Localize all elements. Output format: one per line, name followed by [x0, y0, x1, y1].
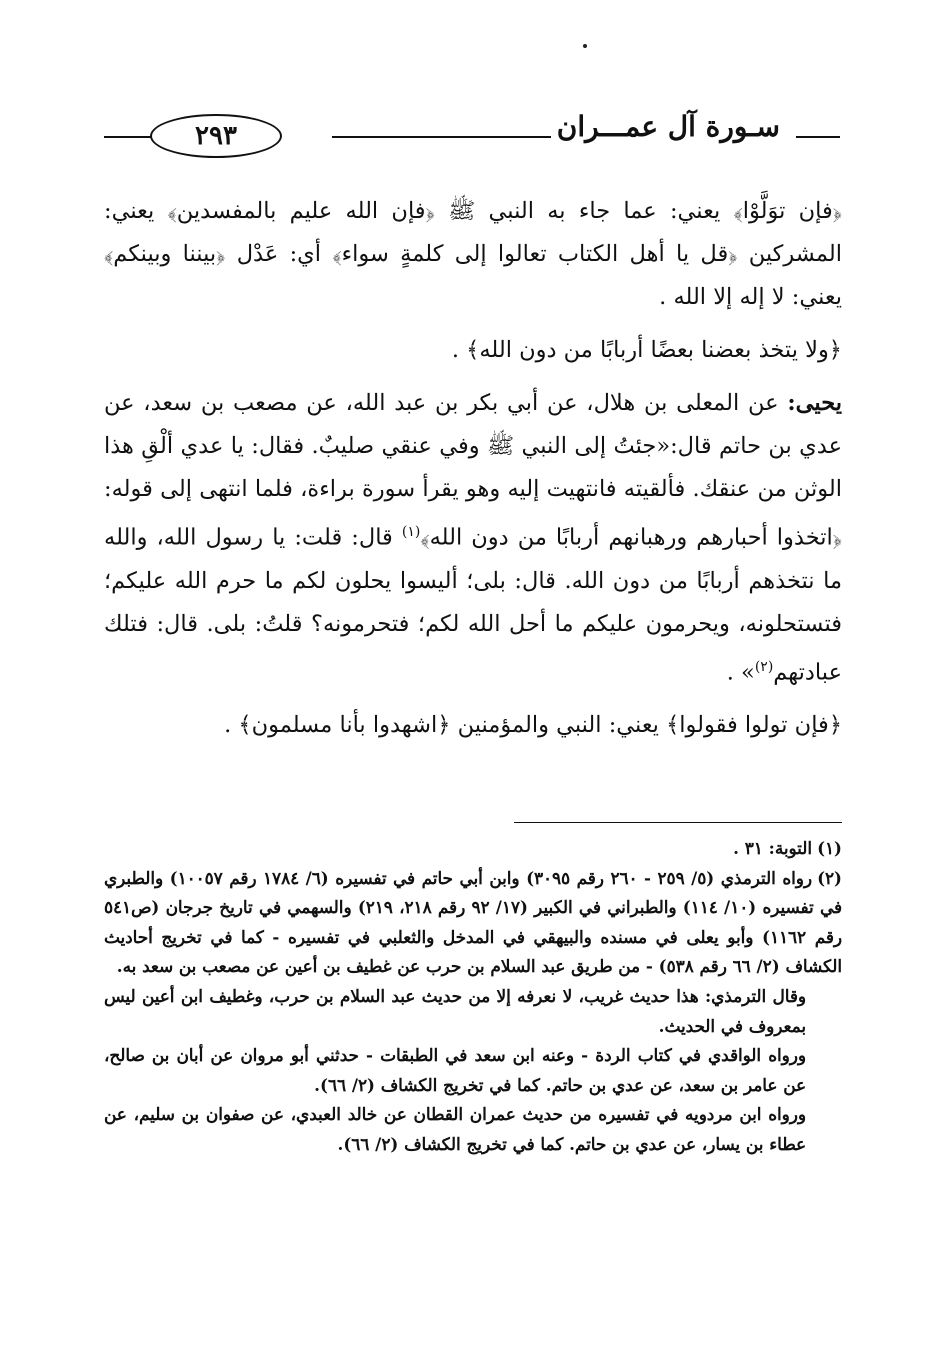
- paragraph-text: عن المعلى بن هلال، عن أبي بكر بن عبد الله، عن مصعب بن سعد، عن عدي بن حاتم قال:«جئتُ إلى النبي ﷺ وفي عنقي صليبٌ. فقال: يا عدي ألْقِ هذا الوثن من عنقك. فألقيته فانتهيت إليه وهو يقرأ سورة براءة، فلما انتهى إلى قوله: ﴿اتخذوا أحبارهم ورهبانهم أربابًا من دون الله﴾: [104, 390, 842, 551]
- header-rule: [796, 136, 840, 138]
- page-header: [104, 110, 840, 156]
- speaker-label: يحيى:: [787, 390, 842, 416]
- footnote-number: (١): [817, 838, 842, 858]
- paragraph: ﴿ولا يتخذ بعضنا بعضًا أربابًا من دون الله﴾ .: [451, 337, 842, 363]
- page-number: ٢٩٣: [150, 114, 282, 158]
- paragraph: ﴿فإن تولوا فقولوا﴾ يعني: النبي والمؤمنين ﴿اشهدوا بأنا مسلمون﴾ .: [224, 712, 842, 738]
- closing-quote: » .: [726, 659, 755, 685]
- footnote-continuation: ورواه الواقدي في كتاب الردة - وعنه ابن سعد في الطبقات - حدثني أبو مروان عن أبان بن صالح، عن عامر بن سعد، عن عدي بن حاتم. كما في تخريج الكشاف (٢/ ٦٦).: [104, 1045, 806, 1095]
- footnote-text: رواه الترمذي (٥/ ٢٥٩ - ٢٦٠ رقم ٣٠٩٥) وابن أبي حاتم في تفسيره (٦/ ١٧٨٤ رقم ١٠٠٥٧) والطبري في تفسيره (١٠/ ١١٤) والطبراني في الكبير (١٧/ ٩٢ رقم ٢١٨، ٢١٩) والسهمي في تاريخ جرجان (ص٥٤١ رقم ١١٦٢) وأبو يعلى في مسنده والبيهقي في المدخل والثعلبي في تفسيره - كما في تخريج أحاديث الكشاف (٢/ ٦٦ رقم ٥٣٨) - من طريق عبد السلام بن حرب عن غطيف بن أعين عن مصعب بن سعد به.: [104, 867, 843, 977]
- footnote-number: (٢): [817, 867, 842, 888]
- footnote-separator: [514, 822, 842, 823]
- footnote: [104, 834, 842, 864]
- header-rule: [104, 136, 154, 138]
- footnote-ref[interactable]: (٢): [754, 658, 774, 675]
- page-mark: [583, 44, 587, 48]
- footnotes: [104, 834, 842, 1160]
- footnote-ref[interactable]: (١): [401, 524, 421, 540]
- footnote-continuation: ورواه ابن مردويه في تفسيره من حديث عمران القطان عن خالد العبدي، عن صفوان بن سليم، عن عطاء بن يسار، عن عدي بن حاتم. كما في تخريج الكشاف (٢/ ٦٦).: [104, 1104, 806, 1154]
- surah-title: سـورة آل عمـــران: [551, 110, 786, 143]
- main-text: [104, 180, 842, 747]
- paragraph-text: قال: قلت: يا رسول الله، والله ما نتخذهم أربابًا من دون الله. قال: بلى؛ أليسوا يحلون لكم ما حرم الله عليكم؛ فتستحلونه، ويحرمون عليكم ما أحل الله لكم؛ فتحرمونه؟ قلتُ: بلى. قال: فتلك عبادتهم: [104, 524, 842, 685]
- footnote-continuation: وقال الترمذي: هذا حديث غريب، لا نعرفه إلا من حديث عبد السلام بن حرب، وغطيف ابن أعين ليس بمعروف في الحديث.: [104, 985, 806, 1036]
- footnote: [104, 864, 842, 982]
- paragraph: ﴿فإن توَلَّوْا﴾ يعني: عما جاء به النبي ﷺ ﴿فإن الله عليم بالمفسدين﴾ يعني: المشركين ﴿قل يا أهل الكتاب تعالوا إلى كلمةٍ سواء﴾ أي: عَدْل ﴿بيننا وبينكم﴾ يعني: لا إله إلا الله .: [104, 198, 842, 310]
- paragraph: [104, 382, 842, 694]
- footnote-text: التوبة: ٣١ .: [733, 838, 812, 858]
